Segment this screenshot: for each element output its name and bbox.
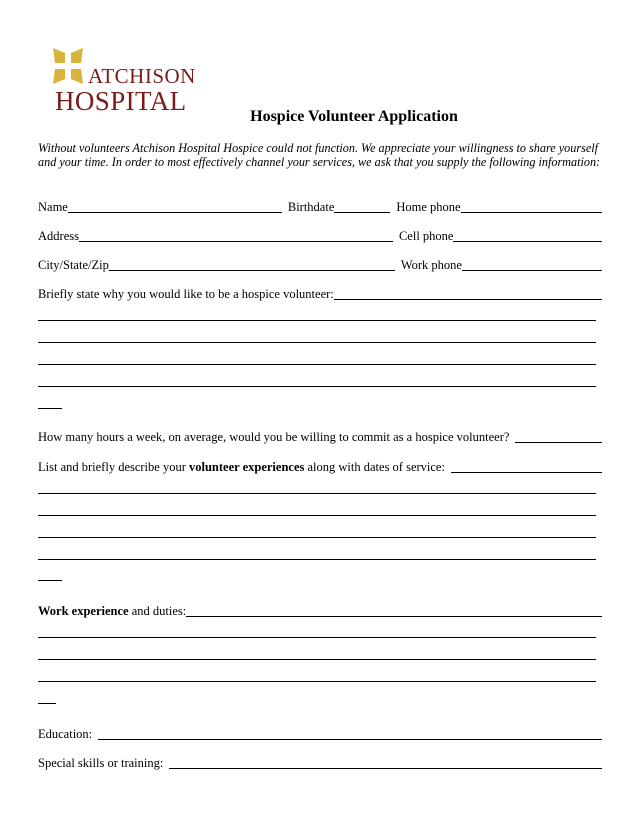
volunteer-answer-line-3[interactable] [38,537,596,538]
education-label: Education: [38,727,93,741]
volunteer-label: List and briefly describe your volunteer experiences along with dates of service: [38,460,445,474]
address-label: Address [38,229,79,243]
logo-cross-icon [48,46,88,86]
address-field[interactable] [79,229,393,242]
volunteer-answer-line-1[interactable] [38,493,596,494]
intro-paragraph: Without volunteers Atchison Hospital Hospice could not function. We appreciate your willingness to share yourself and your time. In order to most effectively channel your services, we ask that you supply the following information: [38,141,601,169]
why-label: Briefly state why you would like to be a hospice volunteer: [38,287,334,301]
volunteer-answer-line-4[interactable] [38,559,596,560]
why-answer-line-2[interactable] [38,342,596,343]
page-title: Hospice Volunteer Application [250,108,458,125]
skills-field[interactable] [169,756,602,769]
cell-phone-label: Cell phone [398,229,454,243]
why-field[interactable] [334,287,602,300]
work-answer-line-4[interactable] [38,703,56,704]
row-hours [38,429,602,445]
row-work [38,603,602,619]
work-label: Work experience and duties: [38,604,187,618]
birthdate-field[interactable] [334,200,390,213]
hours-field[interactable] [515,430,602,443]
row-volunteer [38,459,602,475]
cell-phone-field[interactable] [453,229,602,242]
work-phone-label: Work phone [400,258,462,272]
row-why [38,286,602,302]
skills-label: Special skills or training: [38,756,164,770]
city-state-zip-field[interactable] [109,258,395,271]
row-skills [38,755,602,771]
row-address [38,228,602,244]
home-phone-label: Home phone [396,200,461,214]
work-phone-field[interactable] [462,258,602,271]
logo-text-hospital: HOSPITAL [55,86,187,116]
work-answer-line-3[interactable] [38,681,596,682]
home-phone-field[interactable] [461,200,602,213]
hospital-logo [46,44,196,116]
name-label: Name [38,200,68,214]
birthdate-label: Birthdate [287,200,335,214]
volunteer-answer-line-5[interactable] [38,580,62,581]
hours-label: How many hours a week, on average, would you be willing to commit as a hospice volunteer? [38,430,510,444]
row-education [38,726,602,742]
why-answer-line-4[interactable] [38,386,596,387]
work-answer-line-2[interactable] [38,659,596,660]
row-name [38,199,602,215]
row-city [38,257,602,273]
work-answer-line-1[interactable] [38,637,596,638]
volunteer-answer-line-2[interactable] [38,515,596,516]
logo-text-atchison: ATCHISON [88,64,196,88]
why-answer-line-3[interactable] [38,364,596,365]
education-field[interactable] [98,727,602,740]
name-field[interactable] [68,200,282,213]
why-answer-line-5[interactable] [38,408,62,409]
why-answer-line-1[interactable] [38,320,596,321]
work-field[interactable] [186,604,602,617]
city-state-zip-label: City/State/Zip [38,258,109,272]
volunteer-field[interactable] [451,460,602,473]
